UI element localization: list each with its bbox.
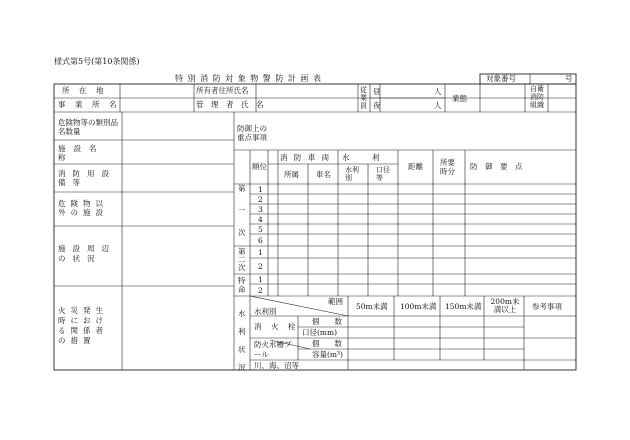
order-1-5: 5 [258, 225, 263, 234]
water-side-label: 水利状況 [238, 309, 246, 372]
col-100: 100m未満 [400, 302, 437, 311]
manager-label: 管 理 者 氏 名 [196, 100, 264, 109]
fire-equipment-label: 消防用設備等 [58, 169, 116, 187]
order-3-1: 1 [258, 275, 263, 284]
river-label: 川、海、沼等 [254, 361, 299, 370]
range-label: 範囲 [328, 297, 343, 306]
vehicle-group-label: 消 防 車 両 [280, 153, 332, 162]
order-1-4: 4 [258, 215, 263, 224]
affiliation-label: 所属 [284, 170, 299, 179]
hydrant-caliber-label: 口径(mm) [302, 328, 338, 337]
distance-label: 距離 [408, 162, 423, 171]
establishment-label: 事 業 所 名 [58, 100, 118, 109]
number-suffix: 号 [565, 74, 573, 83]
fire-response-label: 火災発生時における関係者の措置 [58, 306, 108, 345]
vehicle-name-label: 車名 [316, 170, 331, 179]
order-1-1: 1 [258, 185, 263, 194]
order-1-6: 6 [258, 236, 263, 245]
special-label: 特命 [238, 276, 246, 294]
col-50: 50m未満 [356, 302, 388, 311]
tank-capacity-label: 容量(m³) [312, 350, 343, 359]
owner-label: 所有者住所氏名 [196, 86, 249, 95]
first-dispatch-label: 第一次 [238, 184, 246, 237]
order-2-1: 1 [258, 248, 263, 257]
order-3-2: 2 [258, 286, 263, 295]
hazmat-label: 危険物等の類別品名数量 [58, 118, 118, 136]
water-type-label: 水利別 [345, 166, 359, 182]
tank-label: 防火水槽プール [254, 340, 292, 359]
priority-label: 防御上の重点事項 [237, 124, 267, 142]
persons-unit-night: 人 [434, 101, 442, 110]
form-number: 様式第5号(第10条関係) [54, 57, 140, 66]
employees-label: 従業員 [360, 86, 367, 110]
surroundings-label: 施設周辺の状況 [58, 244, 116, 263]
water-type-col-label: 水利別 [254, 307, 277, 316]
self-defense-label: 自衛消防組織 [530, 85, 544, 109]
night-label: 夜 [373, 101, 381, 110]
hydrant-count-label: 個 数 [312, 317, 342, 326]
hydrant-label: 消 火 栓 [254, 322, 297, 331]
water-label: 水 利 [342, 153, 380, 162]
time-label: 所要時分 [440, 158, 455, 176]
target-number-label: 対象番号 [486, 74, 516, 83]
location-label: 所 在 地 [62, 86, 105, 95]
second-dispatch-label: 第二次 [238, 247, 246, 272]
remarks-label: 参考事項 [532, 302, 562, 311]
form-title: 特 別 消 防 対 象 物 警 防 計 画 表 [175, 74, 322, 83]
col-200: 200m未満以上 [490, 297, 520, 314]
order-2-2: 2 [258, 262, 263, 271]
col-150: 150m未満 [445, 302, 482, 311]
tank-count-label: 個 数 [312, 339, 342, 348]
caliber-label: 口径等 [376, 166, 390, 182]
hazard-outside-label: 危険物以外の施設 [58, 199, 108, 217]
order-1-3: 3 [258, 205, 263, 214]
order-1-2: 2 [258, 195, 263, 204]
facility-label: 施設名称 [58, 144, 105, 162]
persons-unit-day: 人 [434, 87, 442, 96]
operation-label: 業態 [452, 94, 467, 103]
defense-points-label: 防 御 要 点 [470, 162, 523, 171]
day-label: 昼 [373, 87, 381, 96]
order-label: 順位 [252, 162, 267, 171]
